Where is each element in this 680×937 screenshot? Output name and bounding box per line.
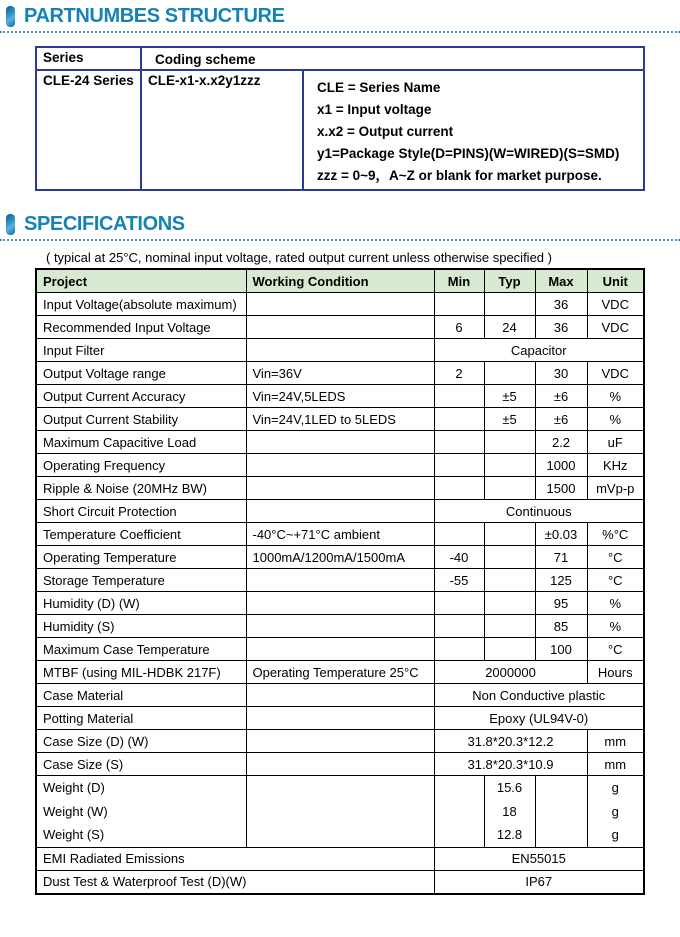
table-row (36, 70, 644, 190)
table-cell (434, 454, 484, 477)
table-cell: Output Voltage range (36, 362, 246, 385)
table-cell: 95 (535, 592, 587, 615)
pn-header-series: Series (36, 47, 141, 70)
table-row (36, 661, 644, 684)
table-cell: 71 (535, 546, 587, 569)
table-cell (434, 477, 484, 500)
table-cell: °C (587, 638, 644, 661)
cell-line: g (611, 780, 619, 795)
table-cell (246, 316, 434, 339)
table-cell: 36 (535, 316, 587, 339)
table-row (36, 569, 644, 592)
table-cell (246, 753, 434, 776)
table-cell: Operating Temperature (36, 546, 246, 569)
table-cell (246, 730, 434, 753)
table-cell (434, 431, 484, 454)
pn-series-name: CLE-24 Series (36, 70, 141, 190)
table-cell: VDC (587, 316, 644, 339)
cell-line: Weight (S) (43, 827, 105, 842)
table-cell: % (587, 408, 644, 431)
table-cell: Short Circuit Protection (36, 500, 246, 523)
cell-line: y1=Package Style(D=PINS)(W=WIRED)(S=SMD) (317, 146, 620, 161)
table-cell (246, 707, 434, 730)
cell-line: x.x2 = Output current (317, 124, 454, 139)
table-row (36, 431, 644, 454)
dotted-divider (0, 239, 680, 241)
table-cell: Dust Test & Waterproof Test (D)(W) (36, 870, 434, 894)
table-cell: KHz (587, 454, 644, 477)
table-row (36, 615, 644, 638)
table-cell (484, 638, 535, 661)
table-cell (484, 569, 535, 592)
table-cell (246, 500, 434, 523)
col-header-min: Min (434, 269, 484, 293)
specifications-section-title: SPECIFICATIONS (24, 213, 185, 235)
table-cell: Input Filter (36, 339, 246, 362)
table-cell (484, 477, 535, 500)
table-cell (434, 408, 484, 431)
table-cell: % (587, 385, 644, 408)
section-bullet-icon (6, 214, 15, 235)
table-cell (484, 431, 535, 454)
col-header-max: Max (535, 269, 587, 293)
table-cell: 85 (535, 615, 587, 638)
table-cell: 1500 (535, 477, 587, 500)
table-row (36, 638, 644, 661)
table-cell: Case Size (D) (W) (36, 730, 246, 753)
table-row (36, 47, 644, 70)
table-cell: % (587, 615, 644, 638)
table-cell: °C (587, 569, 644, 592)
pn-coding-pattern: CLE-x1-x.x2y1zzz (141, 70, 303, 190)
table-cell: ±5 (484, 408, 535, 431)
table-cell: Operating Temperature 25°C (246, 661, 434, 684)
weight-labels (36, 776, 246, 848)
table-cell: mVp-p (587, 477, 644, 500)
specifications-table (35, 268, 645, 895)
table-cell (484, 454, 535, 477)
table-row (36, 546, 644, 569)
table-row (36, 592, 644, 615)
table-cell: Ripple & Noise (20MHz BW) (36, 477, 246, 500)
table-cell: 2000000 (434, 661, 587, 684)
spec-conditions-note: ( typical at 25°C, nominal input voltage, rated output current unless otherwise specified ) (46, 250, 552, 265)
table-cell: ±5 (484, 385, 535, 408)
table-cell: uF (587, 431, 644, 454)
cell-line: 15.6 (496, 780, 523, 795)
table-row (36, 776, 644, 848)
table-cell: 1000 (535, 454, 587, 477)
table-cell: Humidity (S) (36, 615, 246, 638)
table-cell: Vin=24V,5LEDS (246, 385, 434, 408)
table-cell: 2 (434, 362, 484, 385)
table-cell: ±6 (535, 408, 587, 431)
col-header-unit: Unit (587, 269, 644, 293)
table-cell: -40 (434, 546, 484, 569)
table-cell: 31.8*20.3*12.2 (434, 730, 587, 753)
table-cell (246, 569, 434, 592)
table-cell: -55 (434, 569, 484, 592)
table-cell: Maximum Case Temperature (36, 638, 246, 661)
table-cell: Input Voltage(absolute maximum) (36, 293, 246, 316)
table-cell: mm (587, 730, 644, 753)
cell-line: Weight (W) (43, 803, 108, 819)
table-cell: VDC (587, 293, 644, 316)
partnumber-table (35, 46, 645, 191)
table-row (36, 293, 644, 316)
table-cell: -40°C~+71°C ambient (246, 523, 434, 546)
table-cell: IP67 (434, 870, 644, 894)
table-row (36, 408, 644, 431)
table-cell (535, 776, 587, 848)
table-cell: Capacitor (434, 339, 644, 362)
cell-line: 12.8 (496, 827, 523, 842)
table-cell: Recommended Input Voltage (36, 316, 246, 339)
table-header-row (36, 269, 644, 293)
table-cell: MTBF (using MIL-HDBK 217F) (36, 661, 246, 684)
table-cell: EN55015 (434, 847, 644, 870)
table-cell: Potting Material (36, 707, 246, 730)
table-row (36, 523, 644, 546)
cell-line: g (611, 827, 619, 842)
table-row (36, 753, 644, 776)
table-row (36, 847, 644, 870)
table-cell: Maximum Capacitive Load (36, 431, 246, 454)
table-cell: ±0.03 (535, 523, 587, 546)
table-cell: Vin=36V (246, 362, 434, 385)
table-cell: Case Size (S) (36, 753, 246, 776)
table-cell: 24 (484, 316, 535, 339)
table-cell (484, 523, 535, 546)
section-header-partnumbers (0, 0, 680, 31)
cell-line: 18 (502, 803, 517, 819)
table-cell: Vin=24V,1LED to 5LEDS (246, 408, 434, 431)
col-header-working-condition: Working Condition (246, 269, 434, 293)
table-cell (434, 615, 484, 638)
table-cell: Continuous (434, 500, 644, 523)
table-cell: Output Current Accuracy (36, 385, 246, 408)
table-row (36, 385, 644, 408)
table-row (36, 362, 644, 385)
table-row (36, 339, 644, 362)
table-cell (484, 592, 535, 615)
table-cell (246, 592, 434, 615)
cell-line: g (611, 803, 619, 819)
pn-coding-legend (303, 70, 644, 190)
table-row (36, 477, 644, 500)
cell-line: x1 = Input voltage (317, 102, 432, 117)
table-cell (246, 431, 434, 454)
table-cell: Output Current Stability (36, 408, 246, 431)
table-cell (434, 592, 484, 615)
table-cell (246, 615, 434, 638)
table-cell (246, 638, 434, 661)
table-row (36, 707, 644, 730)
table-cell: 1000mA/1200mA/1500mA (246, 546, 434, 569)
table-cell: 125 (535, 569, 587, 592)
section-bullet-icon (6, 6, 15, 27)
table-cell (484, 362, 535, 385)
table-cell: %°C (587, 523, 644, 546)
table-row (36, 500, 644, 523)
table-cell: 30 (535, 362, 587, 385)
table-cell (434, 385, 484, 408)
table-cell: Operating Frequency (36, 454, 246, 477)
weight-typ-values (484, 776, 535, 848)
section-header-specifications (0, 208, 680, 239)
table-cell (246, 454, 434, 477)
table-cell: °C (587, 546, 644, 569)
table-cell: ±6 (535, 385, 587, 408)
table-cell: Hours (587, 661, 644, 684)
table-cell: Storage Temperature (36, 569, 246, 592)
table-row (36, 316, 644, 339)
cell-line: CLE = Series Name (317, 80, 441, 95)
table-cell (246, 477, 434, 500)
weight-units (587, 776, 644, 848)
table-cell: Case Material (36, 684, 246, 707)
table-cell: VDC (587, 362, 644, 385)
table-cell (246, 684, 434, 707)
pn-header-coding-scheme: Coding scheme (141, 47, 644, 70)
table-cell: 31.8*20.3*10.9 (434, 753, 587, 776)
table-cell: 100 (535, 638, 587, 661)
table-row (36, 684, 644, 707)
col-header-typ: Typ (484, 269, 535, 293)
partnumbers-section-title: PARTNUMBES STRUCTURE (24, 5, 285, 27)
table-cell: % (587, 592, 644, 615)
table-row (36, 730, 644, 753)
table-cell (434, 776, 484, 848)
table-cell (434, 293, 484, 316)
table-cell (484, 546, 535, 569)
table-cell (246, 293, 434, 316)
table-cell: 6 (434, 316, 484, 339)
table-cell: mm (587, 753, 644, 776)
table-cell (484, 293, 535, 316)
dotted-divider (0, 31, 680, 33)
table-cell (246, 339, 434, 362)
table-cell: Epoxy (UL94V-0) (434, 707, 644, 730)
table-cell: 2.2 (535, 431, 587, 454)
table-row (36, 454, 644, 477)
table-cell (246, 776, 434, 848)
table-cell: Temperature Coefficient (36, 523, 246, 546)
table-cell: EMI Radiated Emissions (36, 847, 434, 870)
table-cell: Humidity (D) (W) (36, 592, 246, 615)
table-cell: 36 (535, 293, 587, 316)
table-cell (434, 638, 484, 661)
cell-line: Weight (D) (43, 780, 105, 795)
table-row (36, 870, 644, 894)
col-header-project: Project (36, 269, 246, 293)
cell-line: zzz = 0~9，A~Z or blank for market purpose. (317, 168, 602, 183)
table-cell (484, 615, 535, 638)
table-cell: Non Conductive plastic (434, 684, 644, 707)
table-cell (434, 523, 484, 546)
